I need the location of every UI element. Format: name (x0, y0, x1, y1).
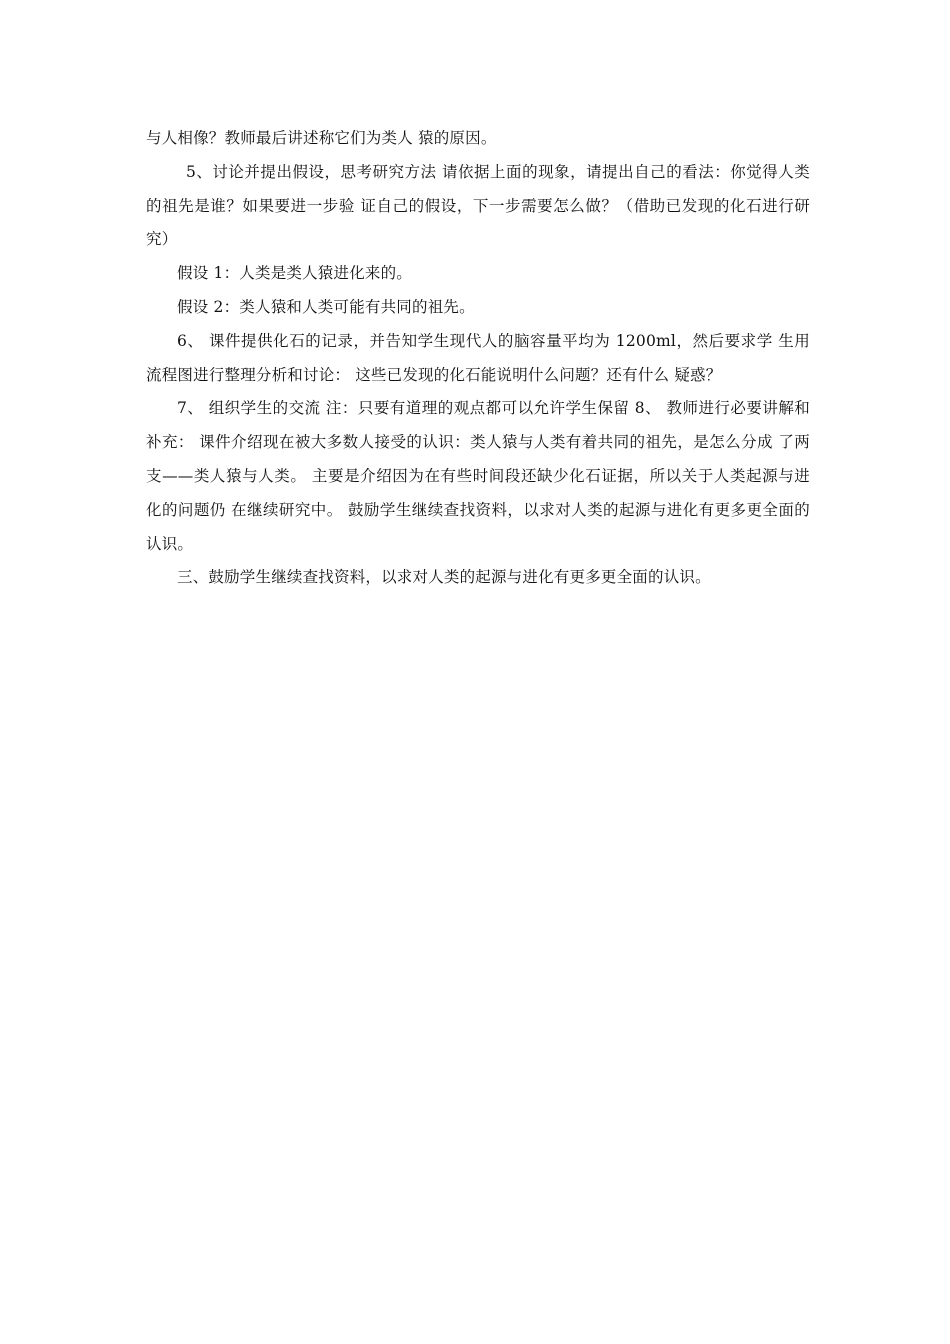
paragraph-continuation: 与人相像？教师最后讲述称它们为类人 猿的原因。 (146, 129, 497, 147)
paragraph-step-7-8: 7、 组织学生的交流 注：只要有道理的观点都可以允许学生保留 8、 教师进行必要讲解和补充： 课件介绍现在被大多数人接受的认识：类人猿与人类有着共同的祖先，是怎么分成 了两支——类人猿与人类。 主要是介绍因为在有些时间段还缺少化石证据，所以关于人类起源与进化的问题仍 在继续研究中。 鼓励学生继续查找资料，以求对人类的起源与进化有更多更全面的认识。 (146, 399, 810, 553)
paragraph-step-5: 5、讨论并提出假设，思考研究方法 请依据上面的现象，请提出自己的看法：你觉得人类的祖先是谁？如果要进一步验 证自己的假设，下一步需要怎么做？（借助已发现的化石进行研究） (146, 162, 810, 249)
paragraph-hypothesis-1: 假设 1：人类是类人猿进化来的。 (177, 264, 412, 283)
document-body (146, 122, 810, 595)
paragraph-hypothesis-2: 假设 2：类人猿和人类可能有共同的祖先。 (177, 297, 475, 316)
paragraph-section-3: 三、鼓励学生继续查找资料，以求对人类的起源与进化有更多更全面的认识。 (177, 568, 711, 587)
paragraph-step-6: 6、 课件提供化石的记录，并告知学生现代人的脑容量平均为 1200ml，然后要求学 生用流程图进行整理分析和讨论： 这些已发现的化石能说明什么问题？还有什么 疑惑？ (146, 331, 810, 384)
